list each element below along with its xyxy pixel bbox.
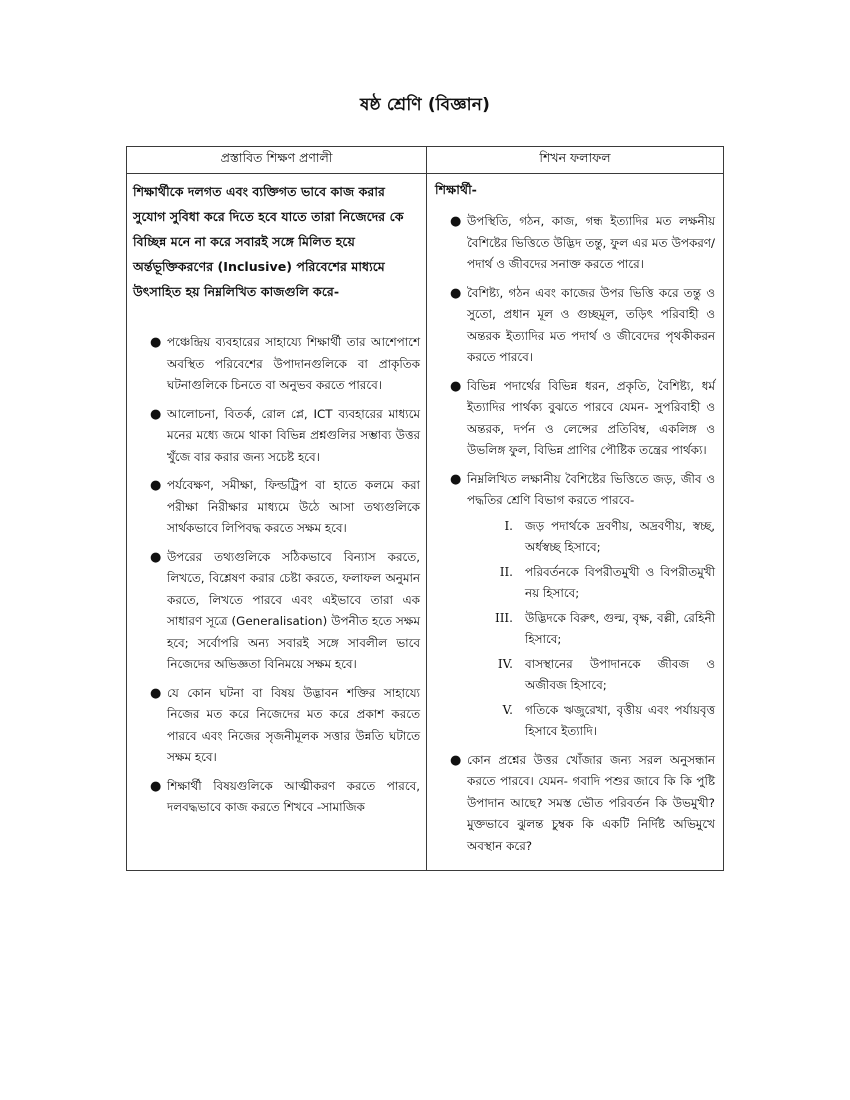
roman-list-item [467, 608, 715, 651]
bullet-icon: ● [150, 778, 162, 794]
roman-list-item [467, 516, 715, 559]
bullet-icon: ● [450, 752, 462, 768]
bullet-icon: ● [450, 471, 462, 487]
list-item-text: পর্যবেক্ষণ, সমীক্ষা, ফিল্ডট্রিপ বা হাতে কলমে করা পরীক্ষা নিরীক্ষার মাধ্যমে উঠে আসা তথ্যগুলিকে সার্থকভাবে লিপিবদ্ধ করতে সক্ষম হবে। [167, 478, 420, 535]
bullet-icon: ● [150, 406, 162, 422]
list-item-text: উপরের তথ্যগুলিকে সঠিকভাবে বিন্যাস করতে, লিখতে, বিশ্লেষণ করার চেষ্টা করতে, ফলাফল অনুমান করতে, লিখতে পারবে এবং এইভাবে তারা এক সাধারণ সূত্রে (Generalisation) উপনীত হতে সক্ষম হবে; সর্বোপরি অন্য সবারই সঙ্গে সাবলীল ভাবে নিজেদের অভিজ্ঞতা বিনিময়ে সক্ষম হবে। [167, 549, 420, 671]
bullet-icon: ● [450, 214, 462, 229]
list-item-text: বিভিন্ন পদার্থের বিভিন্ন ধরন, প্রকৃতি, বৈশিষ্ট্য, ধর্ম ইত্যাদির পার্থক্য বুঝতে পারবে যেমন- সুপরিবাহী ও অন্তরক, দর্পন ও লেন্সের প্রতিবিম্ব, একলিঙ্গ ও উভলিঙ্গ ফুল, বিভিন্ন প্রাণির পৌষ্টিক তন্ত্রের পার্থক্য। [467, 378, 715, 457]
list-item [137, 332, 420, 397]
bullet-icon: ● [150, 549, 162, 565]
roman-item-text: উদ্ভিদকে বিরুৎ, গুল্ম, বৃক্ষ, বল্লী, রেহিনী হিসাবে; [525, 610, 715, 646]
header-teaching-method: প্রস্তাবিত শিক্ষণ প্রণালী [127, 147, 427, 174]
roman-list-item [467, 562, 715, 605]
list-item [435, 750, 715, 858]
bullet-icon: ● [450, 378, 462, 394]
table-body-row [127, 174, 724, 871]
list-item-text: বৈশিষ্ট্য, গঠন এবং কাজের উপর ভিত্তি করে তন্তু ও সুতো, প্রধান মূল ও গুচ্ছমূল, তড়িৎ পরিবাহী ও অন্তরক ইত্যাদির মত পদার্থ ও জীবেদের পৃথকীকরন করতে পারবে। [467, 285, 715, 364]
page-title: ষষ্ঠ শ্রেণি (বিজ্ঞান) [359, 95, 491, 115]
roman-item-text: জড় পদার্থকে দ্রবণীয়, অদ্রবণীয়, স্বচ্ছ, অর্ধস্বচ্ছ হিসাবে; [525, 518, 715, 554]
learning-outcome-heading: শিক্ষার্থী- [435, 182, 477, 197]
roman-numeral: V. [502, 702, 513, 717]
learning-outcome-list [435, 211, 715, 857]
list-item [435, 283, 715, 369]
bullet-icon: ● [150, 685, 162, 701]
bullet-icon: ● [450, 285, 462, 301]
list-item [435, 211, 715, 276]
list-item-text: উপস্থিতি, গঠন, কাজ, গন্ধ ইত্যাদির মত লক্ষনীয় বৈশিষ্টের ভিত্তিতে উদ্ভিদ তন্তু, ফুল এর মত উপকরণ/ পদার্থ ও জীবদের সনাক্ত করতে পারে। [467, 214, 715, 271]
list-item-text: শিক্ষার্থী বিষয়গুলিকে আত্মীকরণ করতে পারবে, দলবদ্ধভাবে কাজ করতে শিখবে -সামাজিক [167, 778, 420, 814]
roman-list-item [467, 700, 715, 743]
list-item [435, 376, 715, 462]
roman-numeral: III. [494, 610, 513, 625]
teaching-method-list [133, 332, 420, 819]
teaching-method-intro: শিক্ষার্থীকে দলগত এবং ব্যক্তিগত ভাবে কাজ করার সুযোগ সুবিধা করে দিতে হবে যাতে তারা নিজেদের কে বিচ্ছিন্ন মনে না করে সবারই সঙ্গে মিলিত হয়ে অর্ন্তভূক্তিকরণের (Inclusive) পরিবেশের মাধ্যমে উৎসাহিত হয় নিম্নলিখিত কাজগুলি করে- [133, 184, 404, 299]
list-item-text: যে কোন ঘটনা বা বিষয় উদ্ভাবন শক্তির সাহায্যে নিজের মত করে নিজেদের মত করে প্রকাশ করতে পারবে এবং নিজের সৃজনীমূলক সত্তার উন্নতি ঘটাতে সক্ষম হবে। [167, 685, 420, 764]
list-item-text: পঞ্চেন্দ্রিয় ব্যবহারের সাহায্যে শিক্ষার্থী তার আশেপাশে অবস্থিত পরিবেশের উপাদানগুলিকে বা প্রাকৃতিক ঘটনাগুলিকে চিনতে বা অনুভব করতে পারবে। [167, 335, 420, 392]
bullet-icon: ● [150, 478, 162, 493]
list-item [137, 404, 420, 469]
roman-list-item [467, 654, 715, 697]
list-item-text: কোন প্রশ্নের উত্তর খোঁজার জন্য সরল অনুসন্ধান করতে পারবে। যেমন- গবাদি পশুর জাবে কি কি পুষ্টি উপাদান আছে? সমস্ত ভৌত পরিবর্তন কি উভমুখী? মুক্তভাবে ঝুলন্ত চুম্বক কি একটি নির্দিষ্ট অভিমুখে অবস্থান করে? [467, 752, 715, 853]
list-item [435, 469, 715, 743]
roman-numeral: I. [504, 518, 513, 533]
list-item-text: আলোচনা, বিতর্ক, রোল প্লে, ICT ব্যবহারের মাধ্যমে মনের মধ্যে জমে থাকা বিভিন্ন প্রশ্নগুলির সম্ভাব্য উত্তর খুঁজে বার করার জন্য সচেষ্ট হবে। [167, 406, 420, 464]
roman-item-text: বাসস্থানের উপাদানকে জীবজ ও অজীবজ হিসাবে; [525, 656, 715, 692]
list-item [137, 683, 420, 769]
list-item [137, 776, 420, 819]
bullet-icon: ● [150, 335, 162, 350]
teaching-method-cell [127, 174, 427, 871]
roman-item-text: পরিবর্তনকে বিপরীতমুখী ও বিপরীতমুখী নয় হিসাবে; [525, 564, 715, 600]
learning-outcome-cell [427, 174, 724, 871]
curriculum-table [126, 146, 724, 871]
list-item [137, 547, 420, 676]
header-learning-outcome: শিখন ফলাফল [427, 147, 724, 174]
list-item [137, 475, 420, 540]
roman-numeral: II. [499, 564, 513, 579]
roman-item-text: গতিকে ঋজুরেখা, বৃত্তীয় এবং পর্যায়বৃত্ত হিসাবে ইত্যাদি। [525, 702, 715, 738]
roman-numeral: IV. [497, 656, 513, 671]
list-item-text: নিম্নলিখিত লক্ষানীয় বৈশিষ্টের ভিত্তিতে জড়, জীব ও পদ্ধতির শ্রেণি বিভাগ করতে পারবে- [467, 471, 715, 507]
classification-list [467, 516, 715, 743]
table-header-row [127, 147, 724, 174]
